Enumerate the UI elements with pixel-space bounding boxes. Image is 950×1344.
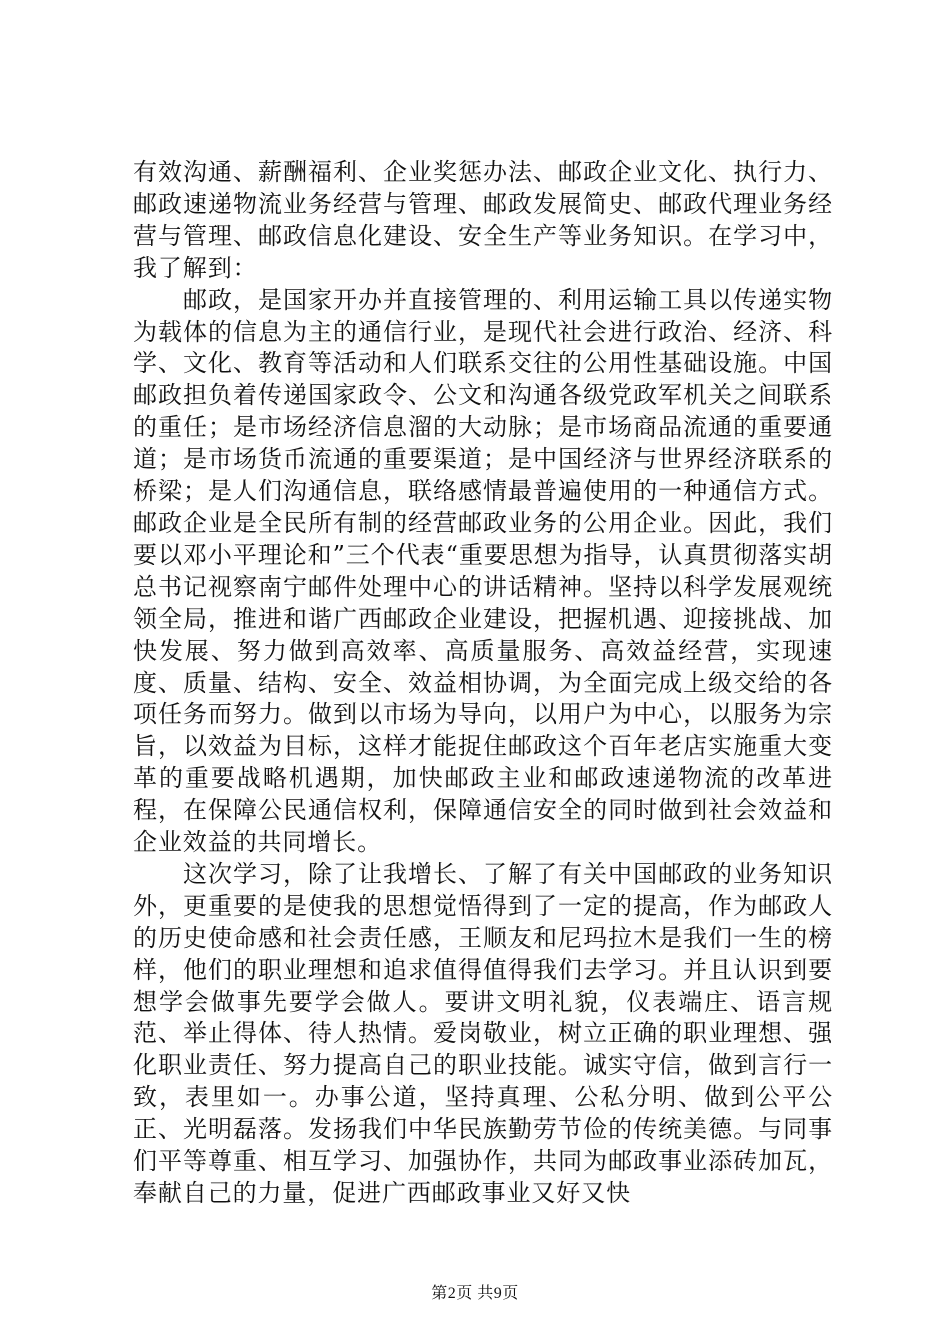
document-body — [133, 157, 833, 1210]
paragraph-2: 邮政，是国家开办并直接管理的、利用运输工具以传递实物为载体的信息为主的通信行业，是现代社会进行政治、经济、科学、文化、教育等活动和人们联系交往的公用性基础设施。中国邮政担负着传递国家政令、公文和沟通各级党政军机关之间联系的重任；是市场经济信息溜的大动脉；是市场商品流通的重要通道；是市场货币流通的重要渠道；是中国经济与世界经济联系的桥梁；是人们沟通信息，联络感情最普遍使用的一种通信方式。邮政企业是全民所有制的经营邮政业务的公用企业。因此，我们要以邓小平理论和”三个代表“重要思想为指导，认真贯彻落实胡总书记视察南宁邮件处理中心的讲话精神。坚持以科学发展观统领全局，推进和谐广西邮政企业建设，把握机遇、迎接挑战、加快发展、努力做到高效率、高质量服务、高效益经营，实现速度、质量、结构、安全、效益相协调，为全面完成上级交给的各项任务而努力。做到以市场为导向，以用户为中心，以服务为宗旨，以效益为目标，这样才能捉住邮政这个百年老店实施重大变革的重要战略机遇期，加快邮政主业和邮政速递物流的改革进程，在保障公民通信权利，保障通信安全的同时做到社会效益和企业效益的共同增长。 — [133, 285, 833, 857]
paragraph-1: 有效沟通、薪酬福利、企业奖惩办法、邮政企业文化、执行力、邮政速递物流业务经营与管理、邮政发展简史、邮政代理业务经营与管理、邮政信息化建设、安全生产等业务知识。在学习中，我了解到： — [133, 158, 833, 282]
page-footer — [0, 1280, 950, 1303]
paragraph-3: 这次学习，除了让我增长、了解了有关中国邮政的业务知识外，更重要的是使我的思想觉悟得到了一定的提高，作为邮政人的历史使命感和社会责任感，王顺友和尼玛拉木是我们一生的榜样，他们的职业理想和追求值得值得我们去学习。并且认识到要想学会做事先要学会做人。要讲文明礼貌，仪表端庄、语言规范、举止得体、待人热情。爱岗敬业，树立正确的职业理想、强化职业责任、努力提高自己的职业技能。诚实守信，做到言行一致，表里如一。办事公道，坚持真理、公私分明、做到公平公正、光明磊落。发扬我们中华民族勤劳节俭的传统美德。与同事们平等尊重、相互学习、加强协作，共同为邮政事业添砖加瓦，奉献自己的力量，促进广西邮政事业又好又快 — [133, 859, 833, 1207]
page-number-label: 第2页 共9页 — [431, 1285, 519, 1302]
